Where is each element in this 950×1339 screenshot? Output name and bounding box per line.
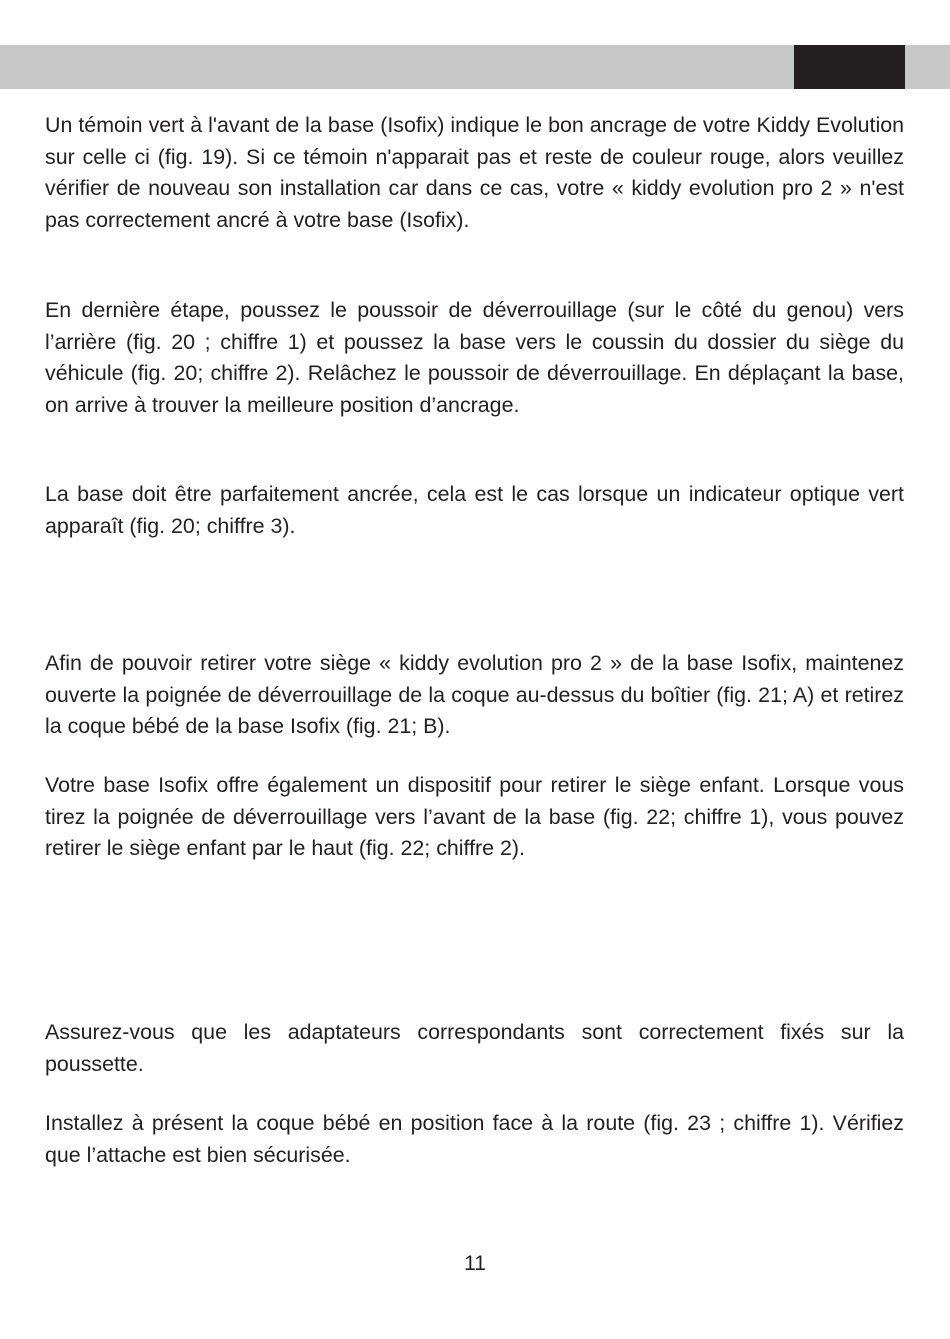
paragraph-install-shell: Installez à présent la coque bébé en position face à la route (fig. 23 ; chiffre 1). Vérifiez que l’attache est bien sécurisée. xyxy=(45,1111,904,1167)
paragraph-isofix-indicator: Un témoin vert à l'avant de la base (Isofix) indique le bon ancrage de votre Kiddy Evolution sur celle ci (fig. 19). Si ce témoin n'apparait pas et reste de couleur rouge, alors veuillez vérifier de nouveau son installation car dans ce cas, votre « kiddy evolution pro 2 » n'est pas correctement ancré à votre base (Isofix). xyxy=(45,113,904,232)
page-number: 11 xyxy=(464,1252,486,1275)
paragraph-last-step: En dernière étape, poussez le poussoir de déverrouillage (sur le côté du genou) vers l’arrière (fig. 20 ; chiffre 1) et poussez la base vers le coussin du dossier du siège du véhicule (fig. 20; chiffre 2). Relâchez le poussoir de déverrouillage. En déplaçant la base, on arrive à trouver la meilleure position d’ancrage. xyxy=(45,298,904,417)
paragraph-remove-seat: Afin de pouvoir retirer votre siège « kiddy evolution pro 2 » de la base Isofix, maintenez ouverte la poignée de déverrouillage de la coque au-dessus du boîtier (fig. 21; A) et retirez la coque bébé de la base Isofix (fig. 21; B). xyxy=(45,651,904,739)
paragraph-release-device: Votre base Isofix offre également un dispositif pour retirer le siège enfant. Lorsque vous tirez la poignée de déverrouillage vers l’avant de la base (fig. 22; chiffre 1), vous pouvez retirer le siège enfant par le haut (fig. 22; chiffre 2). xyxy=(45,773,904,861)
paragraph-adapters: Assurez-vous que les adaptateurs correspondants sont correctement fixés sur la poussette. xyxy=(45,1020,904,1076)
header-tab-block xyxy=(794,45,905,89)
paragraph-base-anchored: La base doit être parfaitement ancrée, cela est le cas lorsque un indicateur optique vert apparaît (fig. 20; chiffre 3). xyxy=(45,482,904,538)
